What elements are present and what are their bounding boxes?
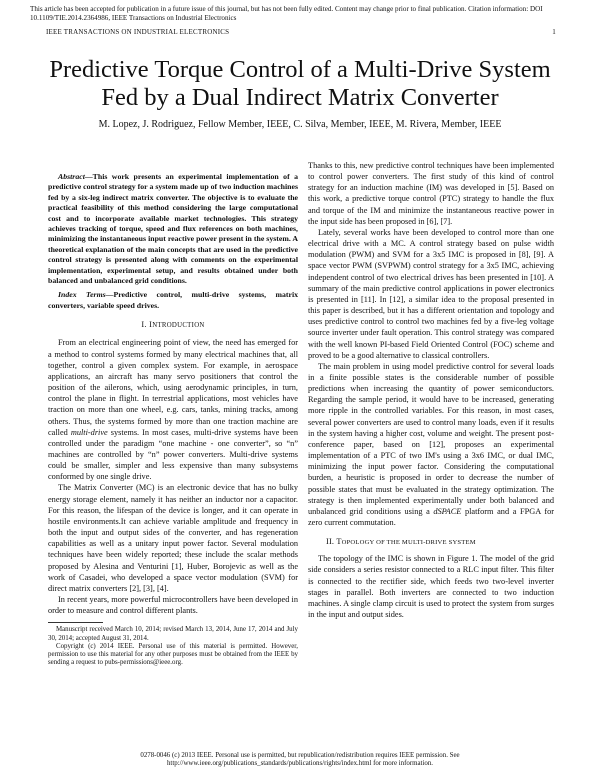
- right-p3-emphasis: dSPACE: [433, 506, 462, 516]
- section-heading-topology: [308, 536, 554, 548]
- index-terms-label: Index Terms: [58, 290, 106, 300]
- intro-p1-part-b: systems. In most cases, multi-drive systems have been controlled under the paradigm “one machine - one converter”, so “n” machines are controlled by “n” power converters. Multi-drive systems could be smaller, simpler and less expensive than many subsystems conformed by one single drive.: [48, 427, 298, 482]
- paper-title: Predictive Torque Control of a Multi-Drive System Fed by a Dual Indirect Matrix Converter: [49, 56, 551, 111]
- section-heading-introduction: [48, 319, 298, 331]
- intro-paragraph-3: In recent years, more powerful microcontrollers have been developed in order to measure and control different plants.: [48, 595, 298, 616]
- footnote-copyright: Copyright (c) 2014 IEEE. Personal use of this material is permitted. However, permission to use this material for any other purposes must be obtained from the IEEE by sending a request to pubs-permissions@ieee.org.: [48, 642, 298, 667]
- intro-paragraph-2: The Matrix Converter (MC) is an electronic device that has no bulky energy storage element, namely it has neither an inductor nor a capacitor. For this reason, the lifespan of the device is longer, and it can operate in hostile environments.It can achieve variable amplitude and frequency in both the input and output sides of the converter, and has regeneration capabilities as well as a unitary input power factor. Several modulation techniques have been widely reported; these include the scalar methods proposed by Alesina and Venturini [1], Huber, Borojevic as well as the work of Casadei, who developed a space vector modulation (SVM) for direct matrix converters [2], [3], [4].: [48, 483, 298, 593]
- index-terms-text: —Predictive control, multi-drive systems, matrix converters, variable speed drives.: [48, 290, 299, 310]
- right-paragraph-4: The topology of the IMC is shown in Figure 1. The model of the grid side considers a series resistor connected to a RLC input filter. This filter is connected to the rectifier side, which feeds two two-level inverter stages in parallel. Both inverters are connected to two induction machines. A single clamp circuit is used to protect the system from surges in the input and output sides.: [308, 554, 554, 620]
- footnote-divider: [48, 622, 103, 623]
- right-p3-part-a: The main problem in using model predictive control for several loads in a finite possible states is the considerable number of possible predictions when increasing the quantity of power semiconductors. Regarding the sample period, it would have to be increased, generating more ripple in the controlled variables. For this reason, in most cases, several power converters are used to control many loads, even if it results in the system having a higher cost, volume and weight. The present post-conference paper, based on [12], proposes an experimental implementation of a PTC of two IM's using a 3x6 IMC, or dual IMC, minimizing the input power factor. Considering the computational burden, a heuristic is proposed in order to decrease the number of possible states that must be evaluated in the strategy optimization. The strategy is then implemented experimentally under both balanced and unbalanced grid conditions using a: [308, 361, 554, 516]
- journal-name: IEEE TRANSACTIONS ON INDUSTRIAL ELECTRONICS: [46, 28, 230, 36]
- left-column: [48, 172, 298, 667]
- section-number: I. I: [141, 320, 153, 330]
- right-paragraph-3: [308, 361, 554, 528]
- abstract: [48, 172, 298, 286]
- footnote-manuscript: Manuscript received March 10, 2014; revised March 13, 2014, June 17, 2014 and July 30, 2014; accepted August 31, 2014.: [48, 626, 298, 642]
- section-number: II. T: [326, 537, 342, 547]
- intro-paragraph-1: [48, 337, 298, 482]
- running-header: [46, 28, 556, 36]
- abstract-label: Abstract: [58, 172, 85, 181]
- footer-copyright-line: 0278-0046 (c) 2013 IEEE. Personal use is permitted, but republication/redistribution requires IEEE permission. See: [140, 752, 460, 759]
- acceptance-notice: This article has been accepted for publication in a future issue of this journal, but has not been fully edited. Content may change prior to final publication. Citation information: DOI 10.1109/TIE.2014.2364986, IEEE Transactions on Industrial Electronics: [30, 5, 543, 22]
- author-list: M. Lopez, J. Rodriguez, Fellow Member, IEEE, C. Silva, Member, IEEE, M. Rivera, Member, IEEE: [98, 119, 502, 130]
- section-title: OPOLOGY OF THE MULTI-DRIVE SYSTEM: [341, 539, 476, 547]
- intro-p1-emphasis: multi-drive: [70, 427, 108, 437]
- abstract-text: —This work presents an experimental implementation of a predictive control strategy for a system made up of two induction machines fed by a six-leg indirect matrix converter. The objective is to evaluate the practical feasibility of this method considering the large computational cost and to incorporate available market technologies. This strategy achieves tracking of torque, speed and flux references on both machines, minimizing the instantaneous input reactive power present in the system. A theoretical explanation of the main concepts that are used in the predictive control strategy is presented along with comments on the experimental implementation, experimental setup, and results obtained under both balanced and unbalanced grid conditions.: [48, 172, 298, 286]
- page-footer: [140, 752, 460, 769]
- right-column: [308, 160, 554, 620]
- index-terms: [48, 290, 298, 311]
- section-title: NTRODUCTION: [152, 322, 205, 330]
- right-paragraph-2: Lately, several works have been developed to control more than one electrical drive with a MC. A control strategy based on pulse width modulation (PWM) and SVM for a 3x5 IMC is proposed in [8], [9]. A space vector PWM (SVPWM) control strategy for a 3x5 IMC, achieving independent control of two electrical drives has been presented in [10]. A summary of the main predictive control applications in power electronics is presented in [11]. In [12], a similar idea to the proposal presented in this paper is described, but it has a different orientation and topology and uses predictive control to control two machines fed by a five-leg voltage source inverter under fault operation. This control strategy was compared with the well known PI-based Field Oriented Control (FOC) scheme and proved to be a good alternative to classical controllers.: [308, 227, 554, 360]
- page-number: 1: [552, 28, 556, 36]
- right-p3-part-b: platform and a FPGA for zero current commutation.: [308, 506, 554, 527]
- intro-p1-part-a: From an electrical engineering point of view, the need has emerged for a method to control systems formed by many electrical machines that, all together, control a given complex system. For example, in aerospace applications, an aircraft has many servo positioners that control the position of the ailerons, which, using aerodynamic principles, in turn, control the plane in flight. In terrestrial applications, most vehicles have traction on more than one wheel, e.g. cars, tanks, mining tracks, among others. Thus, the systems formed by more than one traction machine are called: [48, 338, 298, 437]
- footer-url-line: http://www.ieee.org/publications_standards/publications/rights/index.html for more information.: [166, 760, 433, 768]
- right-paragraph-1: Thanks to this, new predictive control techniques have been implemented to control power converters. The first study of this kind of control strategy for an induction machine (IM) was developed in [5]. Based on this work, a predictive torque control (PTC) strategy to handle the flux and torque of the IM and minimize the instantaneous reactive power in the input side has been proposed in [6], [7].: [308, 161, 554, 226]
